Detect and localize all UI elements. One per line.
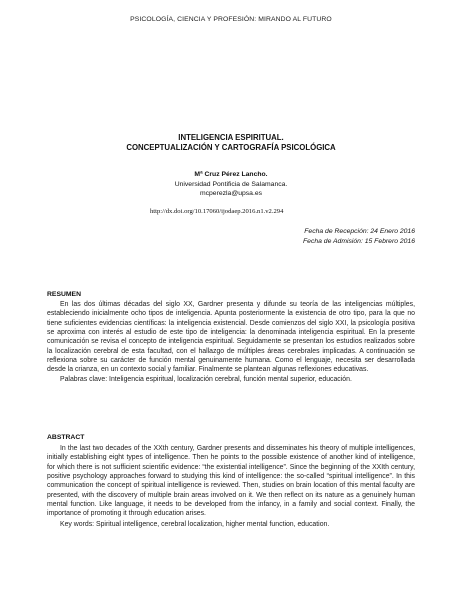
author-email: mcperezla@upsa.es (199, 190, 263, 197)
author-affiliation: Universidad Pontificia de Salamanca. (174, 180, 288, 188)
author-name: Mª Cruz Pérez Lancho. (194, 171, 268, 178)
abstract-paragraph: In the last two decades of the XXth century, Gardner presents and disseminates his theory of multiple intelligences, initially establishing eight types of intelligence. Then he points to the possible existence of another kind of intelligence, for which there is not sufficient scientific evidence: “the existential intelligence”. Since the beginning of the XXIth century, positive psychology approaches forward to studying this kind of intelligence: the so-called “spiritual intelligence”. In this communication the concept of spiritual intelligence is reviewed. Then, studies on brain location of this mental faculty are presented, with the discovery of multiple brain areas involved on it. We then reflect on its nature as a genuinely human mental function. Like language, it needs to be developed from the infancy, in a family and social context. Finally, the importance of promoting it through education arises. (47, 445, 415, 518)
article-title (0, 133, 462, 153)
abstract-body (47, 444, 415, 529)
doi-link[interactable]: http://dx.doi.org/10.17060/ijodaep.2016.n1.v2.294 (150, 208, 284, 215)
resumen-body (47, 300, 415, 384)
title-line-2: CONCEPTUALIZACIÓN Y CARTOGRAFÍA PSICOLÓGICA (126, 143, 336, 152)
running-header: PSICOLOGÍA, CIENCIA Y PROFESIÓN: MIRANDO AL FUTURO (130, 16, 332, 23)
dates-block (303, 227, 415, 247)
date-accepted: Fecha de Admisión: 15 Febrero 2016 (303, 238, 415, 245)
author-block (0, 170, 462, 199)
title-line-1: INTELIGENCIA ESPIRITUAL. (178, 133, 284, 142)
resumen-keywords: Palabras clave: Inteligencia espiritual, localización cerebral, función mental superior, educación. (60, 375, 352, 383)
resumen-paragraph: En las dos últimas décadas del siglo XX, Gardner presenta y difunde su teoría de las inteligencias múltiples, estableciendo inicialmente ocho tipos de inteligencia. Apunta posteriormente la existencia de otro tipo, para la que no tiene suficientes evidencias científicas: la inteligencia existencial. Desde comienzos del siglo XXI, la psicología positiva se aproxima con interés al estudio de este tipo de inteligencia: la denominada inteligencia espiritual. En la presente comunicación se revisa el concepto de inteligencia espiritual. Seguidamente se presentan los estudios realizados sobre la localización cerebral de esta facultad, con el hallazgo de múltiples áreas cerebrales implicadas. A continuación se reflexiona sobre su carácter de función mental genuinamente humana. Como el lenguaje, necesita ser desarrollada desde la crianza, en un contexto social y familiar. Finalmente se plantean algunas reflexiones educativas. (47, 301, 415, 374)
date-received: Fecha de Recepción: 24 Enero 2016 (304, 228, 415, 235)
resumen-heading: RESUMEN (47, 291, 81, 298)
abstract-heading: ABSTRACT (47, 434, 85, 441)
abstract-keywords: Key words: Spiritual intelligence, cerebral localization, higher mental function, education. (60, 520, 330, 528)
